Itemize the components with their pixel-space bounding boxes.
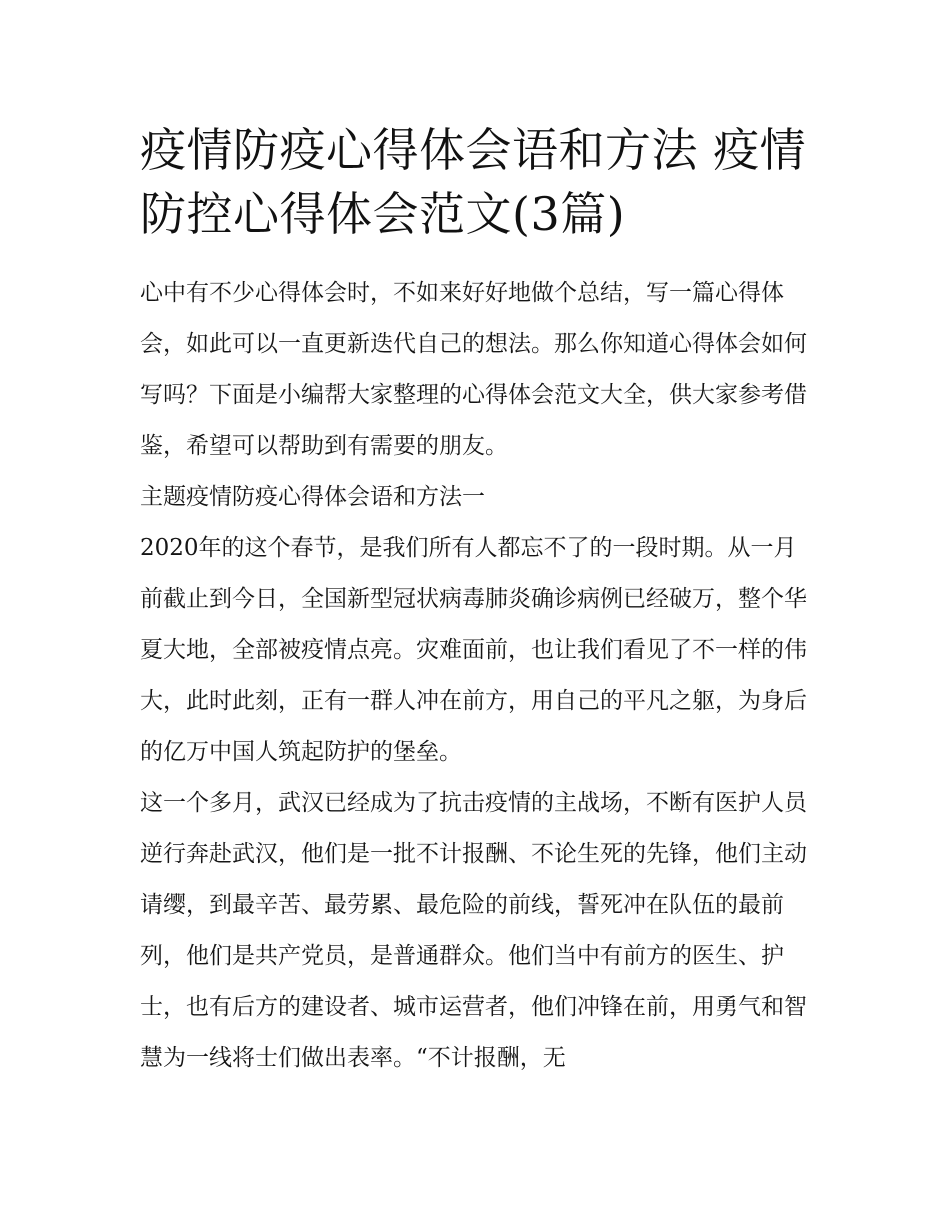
document-body <box>140 268 812 1084</box>
section-heading: 主题疫情防疫心得体会语和方法一 <box>140 484 485 510</box>
body-paragraph: 这一个多月，武汉已经成为了抗击疫情的主战场，不断有医护人员逆行奔赴武汉，他们是一批不计报酬、不论生死的先锋，他们主动请缨，到最辛苦、最劳累、最危险的前线，誓死冲在队伍的最前列，他们是共产党员，是普通群众。他们当中有前方的医生、护士，也有后方的建设者、城市运营者，他们冲锋在前，用勇气和智慧为一线将士们做出表率。“不计报酬，无 <box>140 790 807 1071</box>
intro-paragraph: 心中有不少心得体会时，不如来好好地做个总结，写一篇心得体会，如此可以一直更新迭代自己的想法。那么你知道心得体会如何写吗？下面是小编帮大家整理的心得体会范文大全，供大家参考借鉴，希望可以帮助到有需要的朋友。 <box>140 280 807 459</box>
document-title: 疫情防疫心得体会语和方法 疫情防控心得体会范文(3篇) <box>140 123 807 241</box>
document-content <box>140 118 812 1084</box>
body-paragraph: 2020年的这个春节，是我们所有人都忘不了的一段时期。从一月前截止到今日，全国新型冠状病毒肺炎确诊病例已经破万，整个华夏大地，全部被疫情点亮。灾难面前，也让我们看见了不一样的伟大，此时此刻，正有一群人冲在前方，用自己的平凡之躯，为身后的亿万中国人筑起防护的堡垒。 <box>140 535 807 765</box>
